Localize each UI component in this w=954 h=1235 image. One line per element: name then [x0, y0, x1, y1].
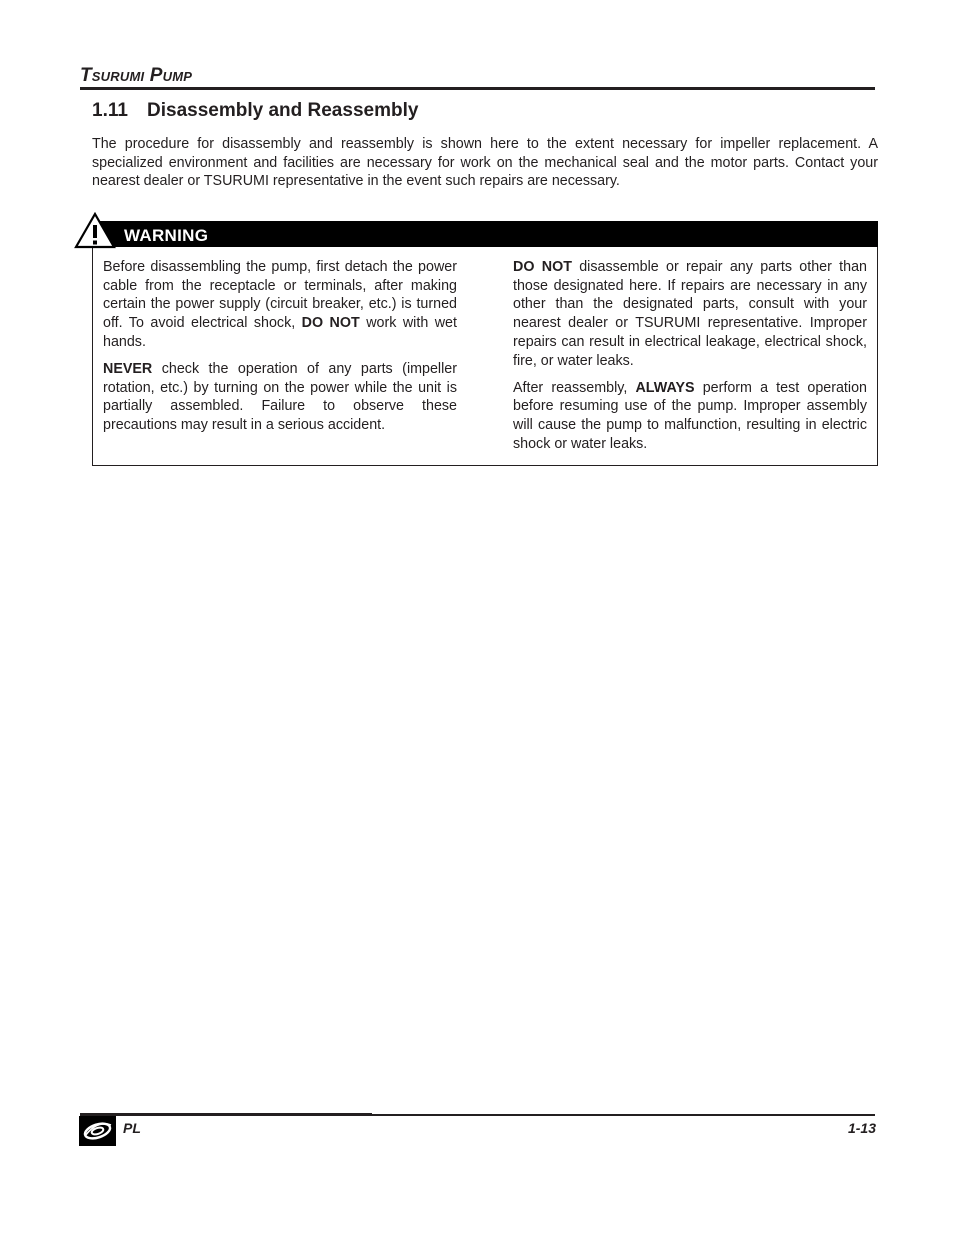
- page-number: 1-13: [847, 1120, 876, 1136]
- text-span: work with wet hands.: [103, 315, 457, 350]
- warning-bar: [92, 221, 878, 247]
- section-title: Disassembly and Reassembly: [147, 100, 419, 121]
- warning-right-paragraph-1: [513, 258, 867, 370]
- warning-label: WARNING: [124, 226, 209, 245]
- text-span: disassemble or repair any parts other than those designated here. If repairs are necessary in any other than the designated parts, consult with your nearest dealer or TSURUMI representative. Improper repairs can result in electrical leakage, electrical shock, fire, or water leaks.: [513, 259, 868, 369]
- section-heading: [92, 99, 418, 123]
- intro-paragraph: The procedure for disassembly and reassembly is shown here to the extent necessary for impeller replacement. A specialized environment and facilities are necessary for work on the mechanical seal and the motor parts. Contact your nearest dealer or TSURUMI representative in the event such repairs are necessary.: [92, 136, 878, 189]
- emphasis-text: DO NOT: [513, 259, 572, 275]
- emphasis-text: DO NOT: [301, 315, 360, 332]
- tsurumi-logo-icon: [79, 1116, 116, 1146]
- warning-left-column: [103, 258, 457, 443]
- emphasis-text: NEVER: [103, 361, 153, 378]
- warning-left-paragraph-2: [103, 360, 457, 435]
- header-rule: [80, 87, 875, 90]
- footer-rule: [372, 1114, 875, 1116]
- warning-triangle-icon: [74, 212, 116, 249]
- text-span: perform a test operation before resuming use of the pump. Improper assembly will cause the pump to malfunction, resulting in electric shock or water leaks.: [513, 379, 867, 452]
- text-span: check the operation of any parts (impeller rotation, etc.) by turning on the power while the unit is partially assembled. Failure to observe these precautions may result in a serious accident.: [103, 361, 457, 434]
- warning-right-column: [513, 258, 867, 462]
- warning-left-paragraph-1: [103, 258, 457, 352]
- brand-title: Tsurumi Pump: [80, 65, 193, 86]
- warning-right-paragraph-2: [513, 379, 867, 454]
- footer-section-code: PL: [123, 1120, 141, 1136]
- tsurumi-logo-icon: [79, 1116, 116, 1146]
- section-number: 1.11: [92, 100, 128, 121]
- text-span: After reassembly,: [513, 379, 636, 396]
- text-span: Before disassembling the pump, first detach the power cable from the receptacle or terminals, after making certain the power supply (circuit breaker, etc.) is turned off. To avoid electrical shock,: [103, 259, 457, 332]
- emphasis-text: ALWAYS: [635, 379, 695, 396]
- footer-rule: [80, 1113, 372, 1116]
